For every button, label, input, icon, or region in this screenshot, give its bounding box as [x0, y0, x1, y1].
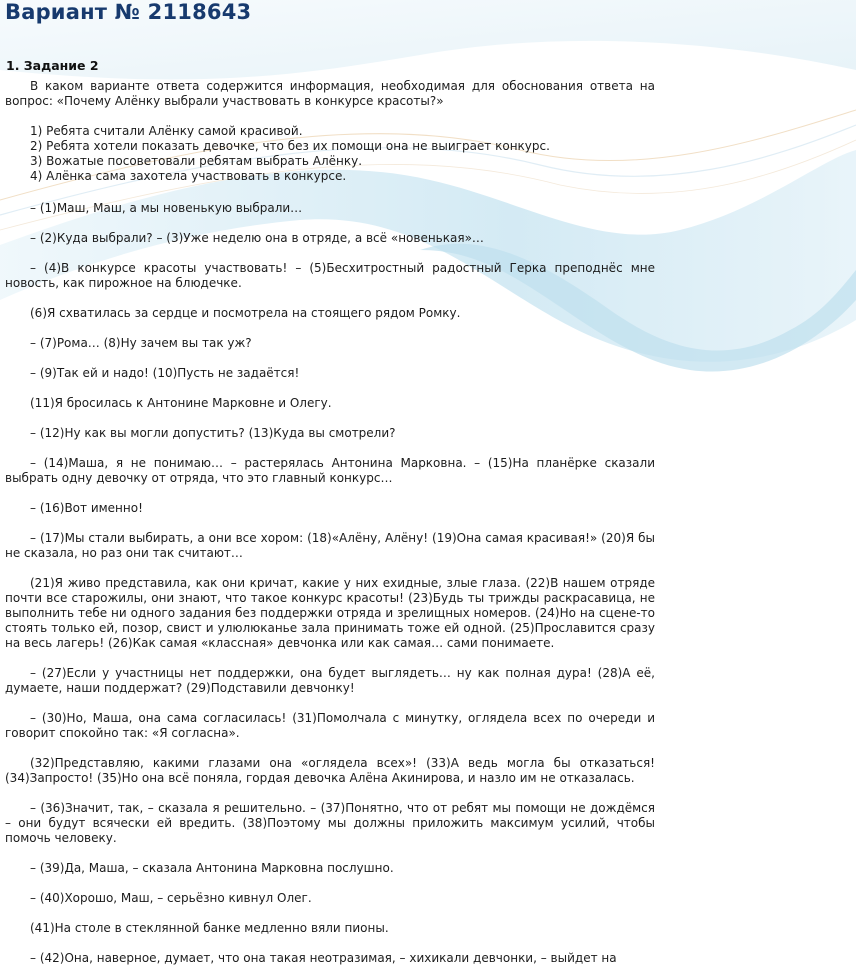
text-paragraph: – (2)Куда выбрали? – (3)Уже неделю она в отряде, а всё «новенькая»…	[30, 231, 484, 245]
text-paragraph: – (7)Рома… (8)Ну зачем вы так уж?	[30, 336, 252, 350]
text-paragraph: (21)Я живо представила, как они кричат, какие у них ехидные, злые глаза. (22)В нашем отряде почти все старожилы, они знают, что такое конкурс красоты! (23)Будь ты трижды раскрасавица, не выполнить тебе ни одного задания без поддержки отряда и зрелищных номеров. (24)Но на сцене-то стоять только ей, позор, свист и улюлюканье зала принимать тоже ей одной. (25)Прославится сразу на весь лагерь! (26)Как самая «классная» девчонка или как самая… сами понимаете.	[5, 576, 655, 650]
text-paragraph: – (1)Маш, Маш, а мы новенькую выбрали…	[30, 201, 303, 215]
answer-option-3: 3) Вожатые посоветовали ребятам выбрать Алёнку.	[30, 154, 363, 168]
answer-option-4: 4) Алёнка сама захотела участвовать в конкурсе.	[30, 169, 347, 183]
text-paragraph: – (4)В конкурсе красоты участвовать! – (5)Бесхитростный радостный Герка преподнёс мне новость, как пирожное на блюдечке.	[5, 261, 655, 290]
text-paragraph: – (30)Но, Маша, она сама согласилась! (31)Помолчала с минутку, оглядела всех по очереди и говорит спокойно так: «Я согласна».	[5, 711, 655, 740]
task-content	[5, 79, 655, 966]
page-title: Вариант № 2118643	[5, 0, 252, 24]
answer-option-1: 1) Ребята считали Алёнку самой красивой.	[30, 124, 303, 138]
text-paragraph: – (17)Мы стали выбирать, а они все хором: (18)«Алёну, Алёну! (19)Она самая красивая!» (20)Я бы не сказала, но раз они так считают…	[5, 531, 655, 560]
text-paragraph: – (39)Да, Маша, – сказала Антонина Марковна послушно.	[30, 861, 394, 875]
text-paragraph: – (27)Если у участницы нет поддержки, она будет выглядеть… ну как полная дура! (28)А её, думаете, наши поддержат? (29)Подставили девчонку!	[5, 666, 655, 695]
text-paragraph: (6)Я схватилась за сердце и посмотрела на стоящего рядом Ромку.	[30, 306, 461, 320]
text-paragraph: – (42)Она, наверное, думает, что она такая неотразимая, – хихикали девчонки, – выйдет на	[30, 951, 617, 965]
answer-option-2: 2) Ребята хотели показать девочке, что без их помощи она не выиграет конкурс.	[30, 139, 550, 153]
task-question: В каком варианте ответа содержится информация, необходимая для обоснования ответа на вопрос: «Почему Алёнку выбрали участвовать в конкурсе красоты?»	[5, 79, 655, 108]
text-paragraph: (32)Представляю, какими глазами она «оглядела всех»! (33)А ведь могла бы отказаться! (34)Запросто! (35)Но она всё поняла, гордая девочка Алёна Акинирова, и назло им не отказалась.	[5, 756, 655, 785]
text-paragraph: – (9)Так ей и надо! (10)Пусть не задаётся!	[30, 366, 300, 380]
text-paragraph: – (16)Вот именно!	[30, 501, 143, 515]
text-paragraph: (11)Я бросилась к Антонине Марковне и Олегу.	[30, 396, 332, 410]
text-paragraph: (41)На столе в стеклянной банке медленно вяли пионы.	[30, 921, 389, 935]
text-paragraph: – (14)Маша, я не понимаю… – растерялась Антонина Марковна. – (15)На планёрке сказали выбрать одну девочку от отряда, что это главный конкурс…	[5, 456, 655, 485]
task-heading: 1. Задание 2	[6, 58, 99, 73]
text-paragraph: – (40)Хорошо, Маш, – серьёзно кивнул Олег.	[30, 891, 312, 905]
text-paragraph: – (12)Ну как вы могли допустить? (13)Куда вы смотрели?	[30, 426, 396, 440]
text-paragraph: – (36)Значит, так, – сказала я решительно. – (37)Понятно, что от ребят мы помощи не дождёмся – они будут всячески ей вредить. (38)Поэтому мы должны приложить максимум усилий, чтобы помочь человеку.	[5, 801, 655, 845]
